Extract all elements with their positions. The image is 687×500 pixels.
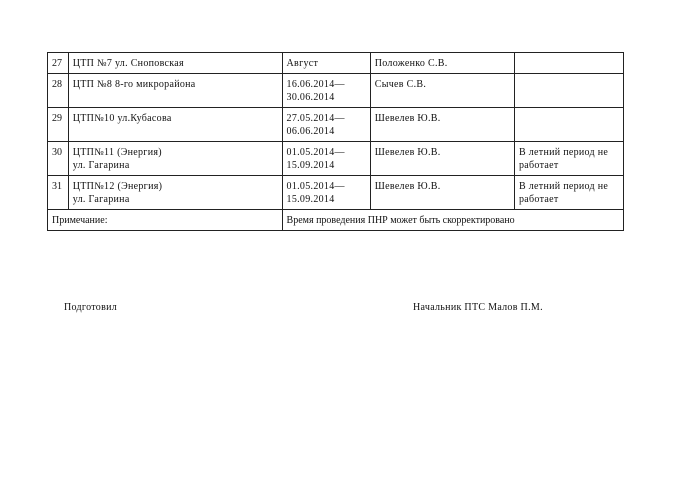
object-line: ЦТП №8 8-го микрорайона xyxy=(72,79,196,90)
table-row xyxy=(48,108,624,142)
note-line: работает xyxy=(518,160,559,171)
dates-cell xyxy=(282,74,370,108)
responsible-cell: Шевелев Ю.В. xyxy=(370,142,514,176)
row-number-cell: 27 xyxy=(48,53,69,74)
table-row xyxy=(48,53,624,74)
dates-cell xyxy=(282,53,370,74)
dates-line: 16.06.2014— xyxy=(286,79,345,90)
table-row xyxy=(48,176,624,210)
head-signature: Начальник ПТС Малов П.М. xyxy=(413,302,543,313)
object-line: ЦТП №7 ул. Сноповская xyxy=(72,58,184,69)
dates-line: 06.06.2014 xyxy=(286,126,335,137)
dates-line: 15.09.2014 xyxy=(286,194,335,205)
dates-line: Август xyxy=(286,58,319,69)
object-cell xyxy=(68,53,282,74)
object-line: ЦТП№11 (Энергия) xyxy=(72,147,162,158)
object-cell xyxy=(68,142,282,176)
table-row xyxy=(48,74,624,108)
responsible-cell: Шевелев Ю.В. xyxy=(370,176,514,210)
row-number-cell: 29 xyxy=(48,108,69,142)
row-number-cell: 28 xyxy=(48,74,69,108)
object-cell xyxy=(68,74,282,108)
object-cell xyxy=(68,108,282,142)
note-cell xyxy=(514,176,623,210)
note-cell xyxy=(514,53,623,74)
table-row xyxy=(48,142,624,176)
remark-label: Примечание: xyxy=(48,210,283,231)
note-cell xyxy=(514,74,623,108)
note-cell xyxy=(514,142,623,176)
object-line: ЦТП№10 ул.Кубасова xyxy=(72,113,172,124)
note-line: В летний период не xyxy=(518,147,609,158)
schedule-table-body xyxy=(48,53,624,210)
note-cell xyxy=(514,108,623,142)
dates-line: 30.06.2014 xyxy=(286,92,335,103)
dates-cell xyxy=(282,108,370,142)
object-line: ЦТП№12 (Энергия) xyxy=(72,181,163,192)
schedule-table xyxy=(47,52,624,231)
row-number-cell: 30 xyxy=(48,142,69,176)
note-line: В летний период не xyxy=(518,181,609,192)
responsible-cell: Шевелев Ю.В. xyxy=(370,108,514,142)
note-line: работает xyxy=(518,194,559,205)
dates-cell xyxy=(282,176,370,210)
dates-line: 01.05.2014— xyxy=(286,181,345,192)
dates-line: 27.05.2014— xyxy=(286,113,345,124)
remark-text: Время проведения ПНР может быть скорректировано xyxy=(282,210,623,231)
dates-cell xyxy=(282,142,370,176)
remark-row xyxy=(48,210,624,231)
row-number-cell: 31 xyxy=(48,176,69,210)
dates-line: 15.09.2014 xyxy=(286,160,335,171)
object-line: ул. Гагарина xyxy=(72,160,130,171)
responsible-cell: Сычев С.В. xyxy=(370,74,514,108)
dates-line: 01.05.2014— xyxy=(286,147,345,158)
object-cell xyxy=(68,176,282,210)
object-line: ул. Гагарина xyxy=(72,194,130,205)
responsible-cell: Положенко С.В. xyxy=(370,53,514,74)
prepared-by-label: Подготовил xyxy=(64,302,118,313)
